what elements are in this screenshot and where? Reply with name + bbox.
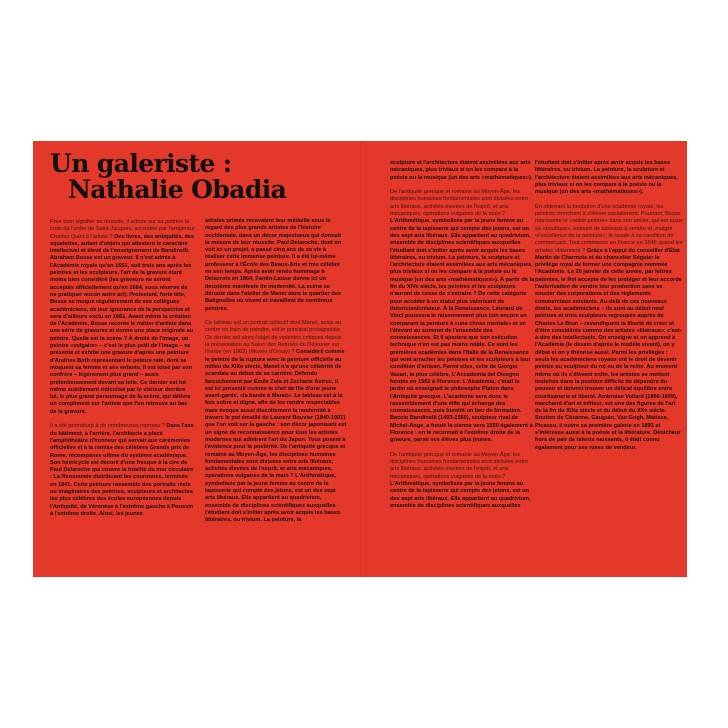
paragraph-intro: Ce tableau est un portrait collectif dont Manet, assis au centre en train de peindre, est le principal protagoniste. Ce dernier est alors l'objet de violentes critiques depuis la présentation au Salon des Refusés du Déjeuner sur l'herbe (en 1863) (Musée d'Orsay) ? <box>205 320 342 356</box>
text-column-4 <box>535 160 683 459</box>
paragraph-intro: Il a été portraituré à de nombreuses reprises ? <box>50 423 165 430</box>
title-line-2: Nathalie Obadia <box>68 175 287 204</box>
paragraph-body: Grâce à l'appui du conseiller d'État Martin de Charmois et du chancelier Séguier le privilège royal de former une compagnie nommée l'Académie. Le 20 janvier de cette année, par lettres patentes, le Roi accepte de les protéger et leur accorde l'autorisation de vendre leur production sans se soucier des corporations et des règlements commerciaux existants. Au-delà de ces nouveaux droits, les académiciens – ils sont au début neuf peintres et trois sculpteurs regroupés auprès de Charles Le Brun – revendiquent la liberté de créer et d'être considérés comme des artistes «libéraux», c'est-à-dire des intellectuels. On enseigne et on apprend à l'Académie (le dessin d'après le modèle vivant), on y débat et on y théorise aussi. Parmi les privilèges : seuls les académiciens royaux ont le droit de devenir peintre ou sculpteur du roi ou de la reine. Au moment même où ils s'élèvent enfin, les artistes se mettent toutefois dans la position difficile de dépendre du pouvoir et doivent trouver un délicat équilibre entre courtisanerie et liberté. Ambroise Vollard (1866-1939), marchand d'art et éditeur, est une des figures de l'art de la fin du XIXe siècle et du début du XXe siècle. Soutien de Cézanne, Gauguin, Van Gogh, Matisse, Picasso, il ouvre sa première galerie en 1893 et s'intéresse aussi à la poésie et la littérature. Dénicheur hors de pair de talents naissants, il était connu également pour ses ruses de vendeur. <box>535 247 682 451</box>
paragraph-body: L'Arithmétique, symbolisée par la jeune femme au centre de la tapisserie qui compte des jetons, est un des sept arts libéraux. Elle appartient au quadrivium, ensemble de disciplines scientifiques auxquelles <box>390 481 531 509</box>
paragraph-intro: De l'antiquité grecque et romaine au Moyen-Âge, les disciplines humaines fondamentales sont divisées entre arts libéraux, activités élevées de l'esprit, et arts mécaniques, opérations vulgaires de la main ? <box>390 189 529 218</box>
paragraph <box>390 160 535 182</box>
text-column-3 <box>390 160 535 518</box>
paragraph <box>390 452 535 510</box>
page-gutter <box>360 141 361 577</box>
paragraph-body: Des livres, des antiquités, des squelettes, autant d'objets qui attestent le caractère intellectuel et élevé de l'enseignement de Bandinelli. Abraham Bosse est un graveur. Il n'est admis à l'Académie royale qu'en 1651, soit trois ans après les peintres et les sculpteurs, l'art de la gravure étant moins bien considéré (les graveurs ne seront acceptés officiellement qu'en 1664, sous réserve de ne pratiquer aucun autre art). Protestant, forte tête, Bosse se moque régulièrement de ses collègues académiciens, de leur ignorance de la perspective et sera d'ailleurs exclu en 1661. Avant même la création de l'Académie, Bosse raconte le métier d'artiste dans une série de gravures et donne une place originale au peintre. Quelle est la scène ? À droite de l'image, un peintre «vulgaire» – c'est le plus petit de l'image – se présente et exhibe une gravure d'après une peinture d'Andries Both représentant le peintre raté, dont se moquent sa femme et ses enfants. Il est toisé par son confrère – légèrement plus grand – assis prétentieusement devant sa toile. Ce dernier est lui-même subtilement ridiculisé par le visiteur derrière lui, le plus grand personnage de la scène, qui délivre un compliment sur l'artiste que l'on retrouve au bas de la gravure. <box>50 233 195 415</box>
paragraph <box>50 423 195 518</box>
paragraph-intro: Pour bien signifier sa réussite, il arbore sur sa poitrine la croix de l'ordre de Saint-Jacques, accordée par l'empereur Charles Quint à l'artiste ? <box>50 219 195 240</box>
paragraph-body: L'Arithmétique, symbolisée par la jeune femme au centre de la tapisserie qui compte des jetons, est un des sept arts libéraux. Elle appartient au quadrivium, ensemble de disciplines scientifiques auxquelles l'étudiant doit s'initier après avoir acquis les bases littéraires, ou trivium. La peinture, la sculpture et l'architecture étaient assimilées aux arts mécaniques, plus triviaux si on les compare à la poésie ou la musique (un des arts «mathématiques»). À partir de la fin du XIVe siècle, les peintres et les sculpteurs n'auront de cesse de s'extraire ? De cette catégorie pour accéder à un statut plus valorisant de théoricien/créateur. À la Renaissance, Léonard de Vinci poussera le raisonnement plus loin encore en comparant la peinture à «une chose mentale» et en l'élevant au sommet de l'ensemble des connaissances. Et il ajoutera que son exécution technique n'en est pas moins noble. Ce sont les premières académies dans l'Italie de la Renaissance qui vont arracher les peintres et les sculpteurs à leur condition d'artisan. Parmi elles, celle de Giorgio Vasari, la plus célèbre, L'Accademia del Disegno fondée en 1562 à Florence. L'Akademia, c'était le jardin où enseignait le philosophe Platon dans l'Antiquité grecque. L'académie sera donc le rassemblement d'une élite qui échange des connaissances, puis bientôt un lieu de formation. Baccio Bandinelli (1493-1560), sculpteur rival de Michel-Ange, a fondé la sienne vers 1550 également à Florence : on le reconnaît à l'extrême droite de la gravure, parmi ses élèves plus jeunes. <box>390 218 535 444</box>
paragraph <box>205 218 347 313</box>
paragraph-body: artistes primés recevaient leur médaille sous le regard des plus grands artistes de l'histoire occidentale, dans un décor majestueux qui donnait la mesure de leur réussite. Paul Delaroche, dont on voit ici un projet, a passé cinq ans de sa vie à réaliser cette immense peinture. Il a été lui-même professeur à l'École des Beaux-Arts et très célèbre en son temps. Après avoir rendu hommage à Delacroix en 1864, Fantin-Latour donne ici un deuxième manifeste de modernité. La scène se déroule dans l'atelier de Manet dans le quartier des Batignolles où vivent et travaillent de nombreux peintres. <box>205 218 342 312</box>
paragraph-body: l'étudiant doit s'initier après avoir acquis les bases littéraires, ou trivium. La peinture, la sculpture et l'architecture étaient assimilées aux arts mécaniques, plus triviaux si on les compare à la poésie ou la musique (un des arts «mathématiques»). <box>535 160 678 196</box>
text-column-2 <box>205 218 347 532</box>
article-title <box>50 151 286 203</box>
paragraph <box>205 320 347 524</box>
magazine-spread <box>33 141 687 577</box>
paragraph <box>535 160 683 196</box>
paragraph <box>50 219 195 416</box>
paragraph-body: sculpture et l'architecture étaient assimilées aux arts mécaniques, plus triviaux si on les compare à la poésie ou la musique (un des arts «mathématiques»). <box>390 160 533 181</box>
paragraph <box>390 189 535 444</box>
title-line-1: Un galeriste : <box>50 149 232 178</box>
paragraph <box>535 204 683 452</box>
paragraph-intro: En obtenant la fondation d'une académie royale, les peintres cherchent à s'élever socialement. Pourtant, Bosse représente le «noble peintre» dans son atelier, qui est aussi sa «boutique», entouré de tableaux à vendre et, malgré «l'excellence de la peinture», le ravale à sa condition de commerçant. Tout commence en France en 1648 quand les artistes obtiennent ? <box>535 203 683 254</box>
paragraph-intro: De l'antiquité grecque et romaine au Moyen-Âge, les disciplines humaines fondamentales sont divisées entre arts libéraux, activités élevées de l'esprit, et arts mécaniques, opérations vulgaires de la main ? <box>390 451 529 480</box>
paragraph-body: Considéré comme le peintre de la rupture avec la peinture officielle au milieu du XIXe siècle, Manet n'a qu'une célébrité de scandale au début de sa carrière. Défendu farouchement par Émile Zola et Zacharie Astruc, il est ici présenté comme le chef de file d'une jeune avant-garde, «la bande à Manet». Le tableau est à la fois sobre et digne, afin de les rendre respectables mais évoque aussi discrètement la modernité à travers le pot émaillé de Laurent Bouvier (1840-1901) que l'on voit sur la gauche : son décor japonisant est un signe de reconnaissance pour tous les artistes modernes qui admirent l'art du Japon. Tous posent à l'évidence pour la postérité. De l'antiquité grecque et romaine au Moyen-Âge, les disciplines humaines fondamentales sont divisées entre arts libéraux, activités élevées de l'esprit, et arts mécaniques, opérations vulgaires de la main ? L'Arithmétique, symbolisée par la jeune femme au centre de la tapisserie qui compte des jetons, est un des sept arts libéraux. Elle appartient au quadrivium, ensemble de disciplines scientifiques auxquelles l'étudiant doit s'initier après avoir acquis les bases littéraires, ou trivium. La peinture, la <box>205 349 347 524</box>
text-column-1 <box>50 219 195 525</box>
paragraph-body: Dans l'axe du bâtiment, à l'arrière, l'architecte a placé l'amphithéâtre d'honneur qui servait aux cérémonies officielles et à la remise des célèbres Grands prix de Rome, récompense ultime du système académique. Son hémicycle est décoré d'une fresque à la cire de Paul Delaroche qui couvre la totalité du mur circulaire : La Renommée distribuant les couronnes, terminée en 1841. Cette peinture rassemble des portraits réels ou imaginaires des peintres, sculpteurs et architectes les plus célèbres des écoles européennes depuis l'Antiquité, de Véronèse à l'extrême gauche à Poussin à l'extrême droite. Ainsi, les jeunes <box>50 423 194 517</box>
